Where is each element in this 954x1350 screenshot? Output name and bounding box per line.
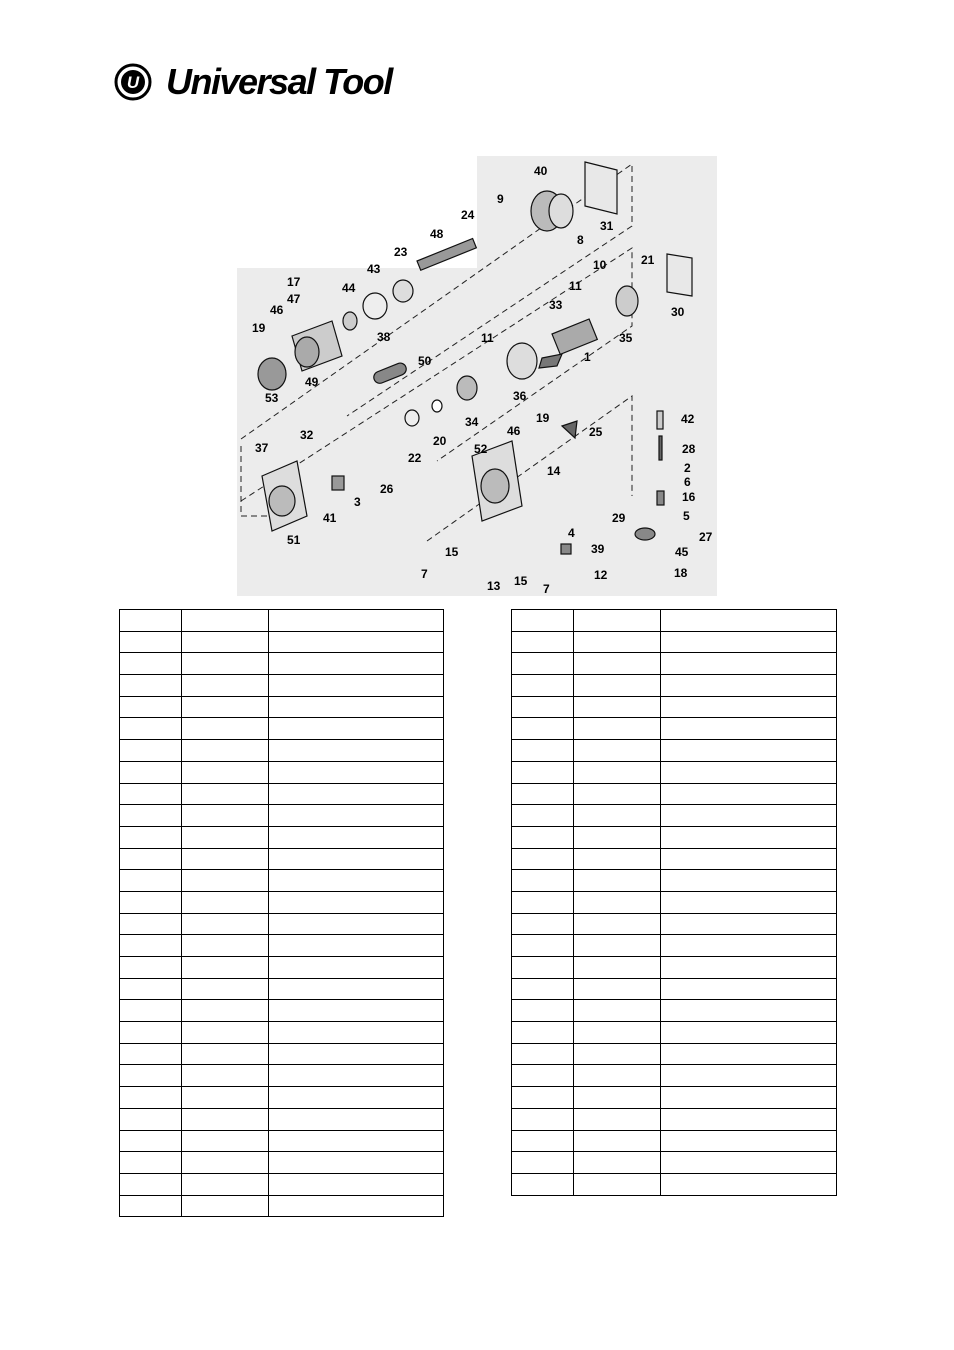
table-cell: [512, 761, 574, 783]
table-row: [512, 1173, 837, 1195]
table-cell: [574, 761, 661, 783]
callout-47: 47: [287, 292, 301, 306]
table-row: [512, 805, 837, 827]
table-cell: [182, 1173, 269, 1195]
exploded-parts-diagram: [237, 156, 717, 596]
table-cell: [120, 1000, 182, 1022]
table-row: [120, 1173, 444, 1195]
table-cell: [661, 631, 837, 653]
callout-33: 33: [549, 298, 563, 312]
table-row: [120, 1130, 444, 1152]
table-cell: [512, 805, 574, 827]
table-cell: [120, 978, 182, 1000]
table-cell: [661, 653, 837, 675]
table-cell: [661, 675, 837, 697]
table-cell: [269, 891, 444, 913]
table-row: [120, 718, 444, 740]
table-cell: [512, 1022, 574, 1044]
table-cell: [661, 891, 837, 913]
table-row: [512, 1152, 837, 1174]
table-cell: [182, 978, 269, 1000]
table-row: [120, 848, 444, 870]
table-cell: [661, 1130, 837, 1152]
table-cell: [512, 1065, 574, 1087]
callout-11a: 11: [569, 279, 582, 293]
table-cell: [120, 631, 182, 653]
table-cell: [269, 1152, 444, 1174]
table-cell: [574, 740, 661, 762]
callout-35: 35: [619, 331, 633, 345]
callout-31: 31: [600, 219, 614, 233]
table-cell: [574, 870, 661, 892]
table-cell: [661, 1000, 837, 1022]
callout-18: 18: [674, 566, 688, 580]
callout-6: 6: [684, 475, 691, 489]
table-row: [512, 631, 837, 653]
callout-22: 22: [408, 451, 422, 465]
callout-41: 41: [323, 511, 337, 525]
callout-16: 16: [682, 490, 696, 504]
callout-48: 48: [430, 227, 444, 241]
table-cell: [120, 1130, 182, 1152]
table-row: [512, 718, 837, 740]
table-cell: [661, 718, 837, 740]
table-cell: [661, 913, 837, 935]
callout-53: 53: [265, 391, 279, 405]
table-row: [512, 1022, 837, 1044]
callout-24: 24: [461, 208, 475, 222]
table-cell: [574, 1130, 661, 1152]
table-cell: [269, 1087, 444, 1109]
callout-12: 12: [594, 568, 608, 582]
table-cell: [120, 1065, 182, 1087]
table-cell: [661, 1065, 837, 1087]
table-cell: [120, 675, 182, 697]
table-cell: [120, 653, 182, 675]
callout-7a: 7: [421, 567, 428, 581]
table-cell: [269, 957, 444, 979]
table-cell: [120, 1043, 182, 1065]
table-cell: [269, 783, 444, 805]
table-cell: [269, 675, 444, 697]
table-cell: [512, 1173, 574, 1195]
table-cell: [182, 631, 269, 653]
table-cell: [661, 1043, 837, 1065]
table-cell: [120, 935, 182, 957]
table-cell: [120, 957, 182, 979]
table-cell: [120, 891, 182, 913]
table-cell: [182, 891, 269, 913]
callout-15b: 15: [514, 574, 528, 588]
callout-4: 4: [568, 526, 575, 540]
table-cell: [269, 1022, 444, 1044]
table-row: [512, 610, 837, 632]
table-cell: [182, 653, 269, 675]
callout-27: 27: [699, 530, 713, 544]
callout-2: 2: [684, 461, 691, 475]
table-cell: [269, 848, 444, 870]
table-cell: [182, 718, 269, 740]
callout-8: 8: [577, 233, 584, 247]
table-cell: [120, 696, 182, 718]
table-row: [120, 1087, 444, 1109]
table-cell: [512, 891, 574, 913]
table-cell: [269, 740, 444, 762]
universal-tool-logo-icon: [114, 63, 152, 101]
table-cell: [182, 740, 269, 762]
table-cell: [574, 1152, 661, 1174]
table-cell: [182, 1130, 269, 1152]
table-cell: [182, 1152, 269, 1174]
table-cell: [661, 848, 837, 870]
table-cell: [182, 870, 269, 892]
table-cell: [182, 805, 269, 827]
callout-42: 42: [681, 412, 695, 426]
table-cell: [269, 913, 444, 935]
table-cell: [512, 675, 574, 697]
table-cell: [182, 1195, 269, 1217]
table-row: [512, 891, 837, 913]
table-row: [512, 1087, 837, 1109]
table-cell: [512, 653, 574, 675]
table-cell: [120, 610, 182, 632]
callout-7b: 7: [543, 582, 550, 596]
callout-39: 39: [591, 542, 605, 556]
table-cell: [182, 1108, 269, 1130]
callout-28: 28: [682, 442, 696, 456]
table-cell: [574, 696, 661, 718]
table-cell: [574, 1022, 661, 1044]
table-cell: [661, 740, 837, 762]
table-cell: [512, 1130, 574, 1152]
logo-letter: U: [126, 73, 140, 92]
table-cell: [269, 696, 444, 718]
table-row: [512, 1130, 837, 1152]
table-cell: [661, 1173, 837, 1195]
table-cell: [574, 1087, 661, 1109]
table-cell: [661, 978, 837, 1000]
parts-table-right: [511, 609, 837, 1196]
table-row: [120, 1043, 444, 1065]
table-cell: [120, 1152, 182, 1174]
table-row: [512, 740, 837, 762]
table-cell: [661, 805, 837, 827]
table-cell: [512, 957, 574, 979]
table-cell: [512, 1043, 574, 1065]
table-cell: [512, 718, 574, 740]
table-cell: [512, 740, 574, 762]
table-cell: [661, 783, 837, 805]
table-row: [512, 978, 837, 1000]
table-cell: [574, 848, 661, 870]
table-cell: [269, 826, 444, 848]
table-cell: [269, 761, 444, 783]
callout-26: 26: [380, 482, 394, 496]
callout-40: 40: [534, 164, 548, 178]
table-cell: [512, 696, 574, 718]
table-row: [512, 848, 837, 870]
table-cell: [269, 1065, 444, 1087]
table-row: [512, 1065, 837, 1087]
table-cell: [661, 957, 837, 979]
table-row: [120, 870, 444, 892]
callout-20: 20: [433, 434, 447, 448]
table-cell: [512, 1108, 574, 1130]
callout-32: 32: [300, 428, 314, 442]
table-row: [120, 740, 444, 762]
table-cell: [574, 675, 661, 697]
table-row: [120, 631, 444, 653]
callout-46b: 46: [507, 424, 521, 438]
table-row: [512, 935, 837, 957]
table-row: [120, 610, 444, 632]
table-cell: [120, 805, 182, 827]
table-cell: [574, 718, 661, 740]
table-cell: [269, 935, 444, 957]
callout-38: 38: [377, 330, 391, 344]
table-cell: [512, 978, 574, 1000]
table-row: [120, 826, 444, 848]
callout-43: 43: [367, 262, 381, 276]
table-cell: [574, 891, 661, 913]
callout-45: 45: [675, 545, 689, 559]
table-cell: [574, 631, 661, 653]
table-cell: [269, 718, 444, 740]
table-cell: [120, 740, 182, 762]
table-cell: [512, 631, 574, 653]
table-cell: [182, 675, 269, 697]
callout-14: 14: [547, 464, 561, 478]
table-row: [120, 913, 444, 935]
table-cell: [512, 1152, 574, 1174]
table-cell: [120, 1195, 182, 1217]
callout-19b: 19: [536, 411, 550, 425]
table-cell: [269, 870, 444, 892]
table-row: [120, 1000, 444, 1022]
table-cell: [269, 1173, 444, 1195]
table-cell: [512, 1087, 574, 1109]
table-row: [120, 653, 444, 675]
table-row: [120, 1065, 444, 1087]
callout-5: 5: [683, 509, 690, 523]
table-cell: [120, 761, 182, 783]
table-cell: [120, 718, 182, 740]
parts-table-left: [119, 609, 444, 1217]
table-cell: [661, 870, 837, 892]
table-row: [512, 957, 837, 979]
table-row: [512, 1108, 837, 1130]
table-cell: [182, 1000, 269, 1022]
table-row: [512, 653, 837, 675]
callout-13: 13: [487, 579, 501, 593]
table-cell: [574, 805, 661, 827]
callout-11b: 11: [481, 331, 494, 345]
callout-30: 30: [671, 305, 685, 319]
table-cell: [182, 696, 269, 718]
table-cell: [182, 1022, 269, 1044]
table-row: [512, 696, 837, 718]
table-row: [512, 761, 837, 783]
table-row: [512, 675, 837, 697]
table-cell: [512, 935, 574, 957]
table-cell: [661, 1152, 837, 1174]
callout-46a: 46: [270, 303, 284, 317]
table-cell: [574, 978, 661, 1000]
callout-21: 21: [641, 253, 655, 267]
brand-header: [114, 60, 392, 104]
table-cell: [661, 696, 837, 718]
table-cell: [661, 610, 837, 632]
table-cell: [512, 913, 574, 935]
table-row: [512, 1000, 837, 1022]
callout-51: 51: [287, 533, 301, 547]
table-cell: [269, 1130, 444, 1152]
table-cell: [182, 1043, 269, 1065]
table-cell: [574, 957, 661, 979]
table-cell: [661, 826, 837, 848]
table-row: [120, 675, 444, 697]
table-row: [120, 783, 444, 805]
callout-3: 3: [354, 495, 361, 509]
table-cell: [182, 761, 269, 783]
table-cell: [269, 1195, 444, 1217]
table-cell: [661, 935, 837, 957]
table-row: [120, 1195, 444, 1217]
callout-29: 29: [612, 511, 626, 525]
table-cell: [574, 913, 661, 935]
table-cell: [574, 1065, 661, 1087]
table-cell: [512, 826, 574, 848]
table-row: [512, 783, 837, 805]
table-row: [120, 696, 444, 718]
table-cell: [512, 610, 574, 632]
table-cell: [120, 870, 182, 892]
table-row: [120, 1152, 444, 1174]
table-row: [120, 891, 444, 913]
table-cell: [512, 870, 574, 892]
parts-table-right-body: [512, 610, 837, 1196]
table-cell: [574, 935, 661, 957]
table-cell: [182, 783, 269, 805]
callout-10: 10: [593, 258, 607, 272]
table-cell: [182, 935, 269, 957]
callout-49: 49: [305, 375, 319, 389]
table-cell: [269, 1000, 444, 1022]
table-cell: [574, 610, 661, 632]
table-cell: [182, 913, 269, 935]
table-cell: [182, 1087, 269, 1109]
table-cell: [182, 957, 269, 979]
table-cell: [661, 1108, 837, 1130]
table-cell: [120, 1173, 182, 1195]
callout-17: 17: [287, 275, 301, 289]
table-cell: [269, 1043, 444, 1065]
table-cell: [120, 913, 182, 935]
callout-34: 34: [465, 415, 479, 429]
table-row: [120, 1022, 444, 1044]
table-row: [120, 957, 444, 979]
table-cell: [182, 826, 269, 848]
callout-25: 25: [589, 425, 603, 439]
table-cell: [269, 1108, 444, 1130]
callout-52: 52: [474, 442, 488, 456]
table-row: [120, 1108, 444, 1130]
table-cell: [269, 978, 444, 1000]
callout-36: 36: [513, 389, 527, 403]
table-cell: [269, 631, 444, 653]
table-cell: [512, 848, 574, 870]
table-cell: [574, 653, 661, 675]
callout-37: 37: [255, 441, 269, 455]
table-row: [512, 1043, 837, 1065]
table-cell: [574, 1000, 661, 1022]
table-cell: [182, 1065, 269, 1087]
table-cell: [574, 1043, 661, 1065]
table-row: [120, 935, 444, 957]
table-cell: [269, 653, 444, 675]
table-cell: [269, 805, 444, 827]
callout-19a: 19: [252, 321, 266, 335]
table-cell: [120, 1108, 182, 1130]
table-cell: [512, 783, 574, 805]
table-cell: [574, 783, 661, 805]
table-cell: [269, 610, 444, 632]
callout-1: 1: [584, 350, 591, 364]
parts-table-left-body: [120, 610, 444, 1217]
brand-name: Universal Tool: [166, 61, 392, 102]
table-row: [512, 870, 837, 892]
callout-23: 23: [394, 245, 408, 259]
table-row: [512, 826, 837, 848]
table-cell: [661, 761, 837, 783]
table-cell: [120, 848, 182, 870]
table-cell: [120, 783, 182, 805]
table-cell: [512, 1000, 574, 1022]
table-cell: [182, 848, 269, 870]
table-cell: [120, 826, 182, 848]
table-row: [120, 761, 444, 783]
table-row: [120, 805, 444, 827]
callout-15a: 15: [445, 545, 459, 559]
table-cell: [574, 1108, 661, 1130]
table-row: [512, 913, 837, 935]
table-cell: [574, 826, 661, 848]
table-cell: [182, 610, 269, 632]
table-cell: [661, 1087, 837, 1109]
table-cell: [120, 1087, 182, 1109]
table-row: [120, 978, 444, 1000]
callout-50: 50: [418, 354, 432, 368]
parts-diagram-svg: [237, 156, 717, 596]
callout-9: 9: [497, 192, 504, 206]
callout-44: 44: [342, 281, 356, 295]
table-cell: [120, 1022, 182, 1044]
table-cell: [574, 1173, 661, 1195]
table-cell: [661, 1022, 837, 1044]
